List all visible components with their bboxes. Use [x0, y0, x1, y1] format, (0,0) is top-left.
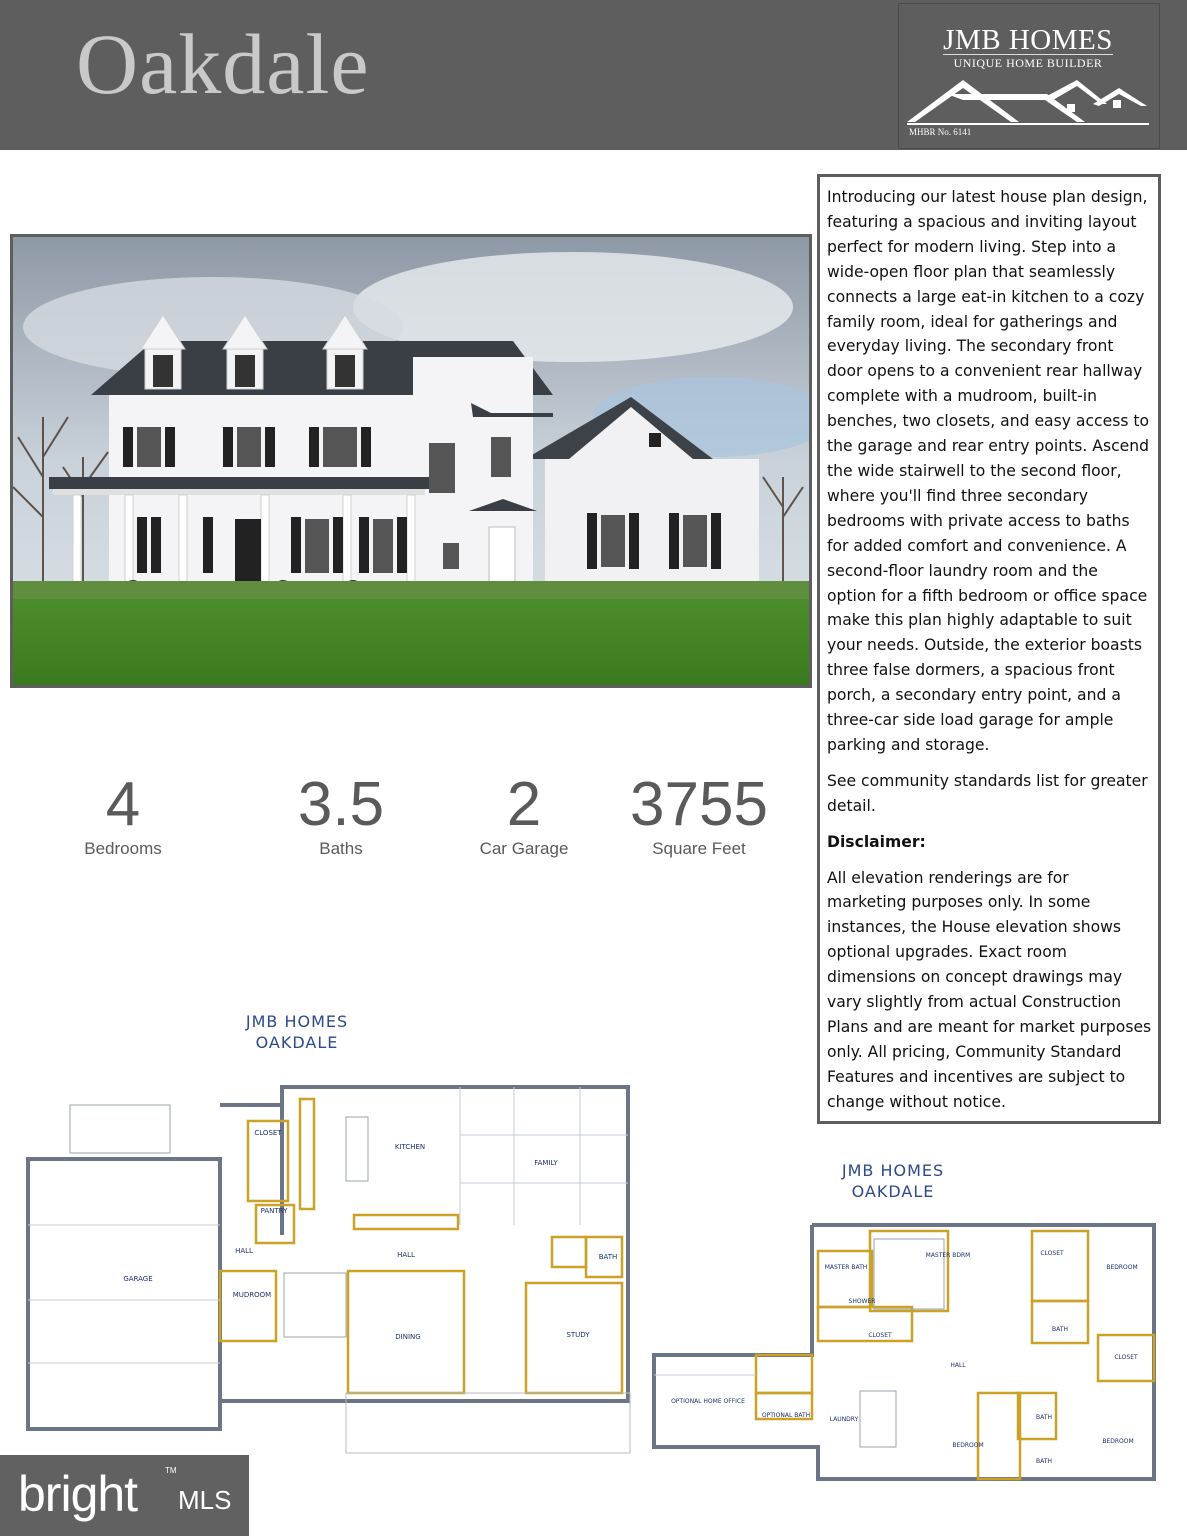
room-closet-label: CLOSET [254, 1129, 282, 1137]
stat-label: Baths [319, 839, 363, 858]
house-photo [10, 234, 812, 688]
disclaimer-heading: Disclaimer: [827, 832, 926, 851]
plan2-title [828, 1161, 958, 1201]
logo-tagline: UNIQUE HOME BUILDER [943, 54, 1113, 71]
plan1-title-line2: OAKDALE [255, 1033, 339, 1052]
trademark: TM [165, 1466, 177, 1475]
stat-baths [286, 772, 396, 860]
plan1-title-line1: JMB HOMES [245, 1012, 349, 1031]
logo-license: MHBR No. 6141 [909, 127, 972, 137]
stat-label: Car Garage [479, 839, 569, 858]
plan2-title-line1: JMB HOMES [841, 1161, 945, 1180]
stat-bedrooms [76, 772, 170, 860]
room-kitchen-label: KITCHEN [394, 1143, 426, 1151]
stat-label: Bedrooms [84, 839, 162, 858]
stat-value: 2 [506, 770, 542, 839]
room-closet-b-label: CLOSET [1040, 1250, 1064, 1257]
bright-mls-logo [0, 1455, 249, 1536]
stat-value: 3.5 [297, 770, 385, 839]
room-office-label: OPTIONAL HOME OFFICE [671, 1398, 745, 1405]
roofline-icon [907, 74, 1149, 126]
room-bath-b-label: BATH [1036, 1414, 1052, 1421]
description-standards: See community standards list for greater detail. [827, 771, 1148, 815]
stat-value: 3755 [630, 770, 768, 839]
second-floor-plan [648, 1215, 1164, 1515]
room-dining-label: DINING [395, 1333, 421, 1341]
room-mudroom-label: MUDROOM [232, 1291, 272, 1299]
house-illustration [13, 237, 809, 685]
description-intro: Introducing our latest house plan design, featuring a spacious and inviting layout perfect for modern living. Step into a wide-open floor plan that seamlessly connects a large eat-in kitchen to a cozy family room, ideal for gatherings and everyday living. The secondary front door opens to a convenient rear hallway complete with a mudroom, built-in benches, two closets, and easy access to the garage and rear entry points. Ascend the wide stairwell to the second floor, where you'll find three secondary bedrooms with private access to baths for added comfort and convenience. A second-floor laundry room and the option for a fifth bedroom or office space make this plan highly adaptable to suit your needs. Outside, the exterior boasts three false dormers, a spacious front porch, a secondary entry point, and a three-car side load garage for ample parking and storage. [827, 188, 1150, 754]
builder-logo [898, 3, 1160, 149]
room-pantry-label: PANTRY [260, 1207, 288, 1215]
plan1-title [232, 1012, 362, 1052]
header-banner [0, 0, 1187, 150]
mls-wordmark: MLS [178, 1485, 232, 1515]
room-bath-label: BATH [598, 1253, 618, 1261]
room-master-bdrm-label: MASTER BDRM [925, 1252, 971, 1259]
room-family-label: FAMILY [534, 1159, 558, 1167]
logo-name: JMB HOMES [943, 24, 1113, 56]
room-laundry-label: LAUNDRY [829, 1416, 859, 1423]
room-bath-c-label: BATH [1036, 1458, 1052, 1465]
stat-garage [472, 772, 576, 860]
room-bedroom-b-label: BEDROOM [952, 1442, 984, 1449]
room-closet-a-label: CLOSET [868, 1332, 892, 1339]
first-floor-plan [20, 1075, 640, 1470]
page-title: Oakdale [76, 16, 370, 112]
plan2-title-line2: OAKDALE [851, 1182, 935, 1201]
room-bedroom-a-label: BEDROOM [1106, 1264, 1138, 1271]
room-hall-a-label: HALL [235, 1247, 253, 1255]
room-bath-a-label: BATH [1052, 1326, 1068, 1333]
room-study-label: STUDY [566, 1331, 590, 1339]
stat-value: 4 [105, 770, 141, 839]
room-master-bath-label: MASTER BATH [824, 1264, 868, 1271]
room-optional-bath-label: OPTIONAL BATH [761, 1412, 811, 1419]
stat-label: Square Feet [652, 839, 746, 858]
room-closet-c-label: CLOSET [1114, 1354, 1138, 1361]
room-hall-label: HALL [950, 1362, 966, 1369]
bright-wordmark: bright [18, 1466, 138, 1522]
room-garage-label: GARAGE [123, 1275, 153, 1283]
room-shower-label: SHOWER [848, 1298, 876, 1305]
room-hall-b-label: HALL [397, 1251, 415, 1259]
description-box [817, 174, 1161, 1124]
room-bedroom-c-label: BEDROOM [1102, 1438, 1134, 1445]
stat-square-feet [622, 772, 776, 860]
disclaimer-text: All elevation renderings are for marketing purposes only. In some instances, the House elevation shows optional upgrades. Exact room dimensions on concept drawings may vary slightly from actual Construction Plans and are meant for market purposes only. All pricing, Community Standard Features and incentives are subject to change without notice. [827, 868, 1152, 1111]
